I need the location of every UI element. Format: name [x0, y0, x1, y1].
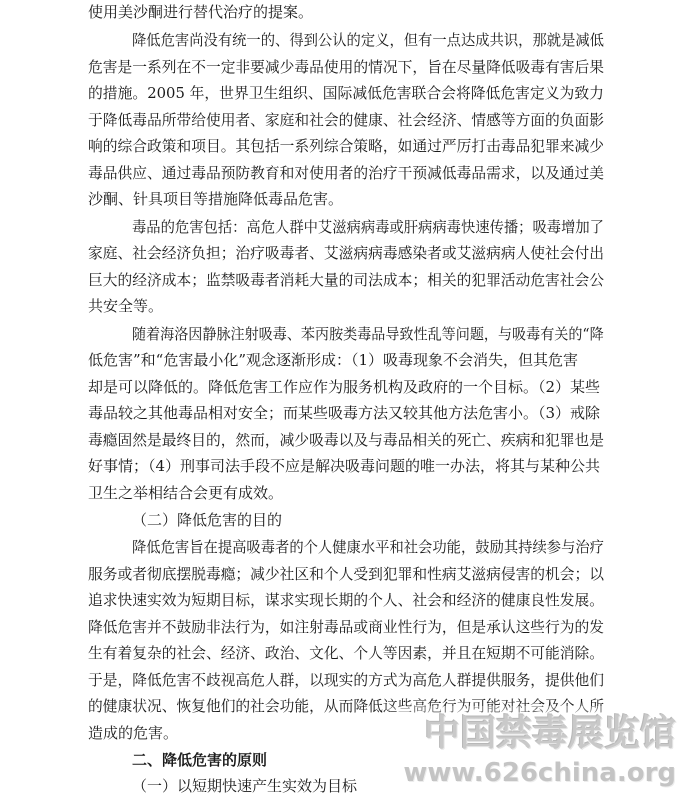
text-line: 的健康状况、恢复他们的社会功能，从而降低这些高危行为可能对社会及个人所: [88, 697, 605, 715]
text-line: 降低危害旨在提高吸毒者的个人健康水平和社会功能，鼓励其持续参与治疗: [132, 538, 604, 556]
text-line: 毒品较之其他毒品相对安全；而某些吸毒方法又较其他方法危害小。（3）戒除: [88, 404, 601, 422]
text-line: 服务或者彻底摆脱毒瘾；减少社区和个人受到犯罪和性病艾滋病侵害的机会；以: [88, 565, 605, 583]
site-watermark: [390, 706, 690, 796]
watermark-url: www.626china.org: [403, 758, 676, 788]
text-line: 毒品供应、通过毒品预防教育和对使用者的治疗干预减低毒品需求，以及通过美: [88, 164, 605, 182]
text-line: 响的综合政策和项目。其包括一系列综合策略，如通过严厉打击毒品犯罪来减少: [88, 137, 605, 155]
text-line: 毒瘾固然是最终目的，然而，减少吸毒以及与毒品相关的死亡、疾病和犯罪也是: [88, 431, 605, 449]
text-line: 共安全等。: [88, 297, 164, 315]
text-line: 于是，降低危害不歧视高危人群，以现实的方式为高危人群提供服务，提供他们: [88, 671, 605, 689]
text-line: 却是可以降低的。降低危害工作应作为服务机构及政府的一个目标。（2）某些: [88, 378, 601, 396]
text-line: 追求快速实效为短期目标，谋求实现长期的个人、社会和经济的健康良性发展。: [88, 591, 605, 609]
text-line: 随着海洛因静脉注射吸毒、苯丙胺类毒品导致性乱等问题，与吸毒有关的“降: [132, 325, 604, 343]
text-line: 卫生之举相结合会更有成效。: [88, 484, 284, 502]
text-line: 好事情；（4）刑事司法手段不应是解决吸毒问题的唯一办法，将其与某种公共: [88, 457, 601, 475]
chapter-heading: 二、降低危害的原则: [132, 751, 268, 769]
text-line: 生有着复杂的社会、经济、政治、文化、个人等因素，并且在短期不可能消除。: [88, 644, 605, 662]
text-line: 造成的危害。: [88, 724, 179, 742]
section-heading: （一）以短期快速产生实效为目标: [132, 777, 358, 795]
text-line: 家庭、社会经济负担；治疗吸毒者、艾滋病病毒感染者或艾滋病病人使社会付出: [88, 244, 605, 262]
watermark-title: 中国禁毒展览馆: [423, 713, 676, 754]
text-line: 低危害”和“危害最小化”观念逐渐形成：（1）吸毒现象不会消失，但其危害: [88, 351, 579, 369]
text-line: 危害是一系列在不一定非要减少毒品使用的情况下，旨在尽量降低吸毒有害后果: [88, 58, 605, 76]
text-line: 沙酮、针具项目等措施降低毒品危害。: [88, 190, 344, 208]
text-line: 毒品的危害包括：高危人群中艾滋病病毒或肝病病毒快速传播；吸毒增加了: [132, 218, 604, 236]
text-line: 使用美沙酮进行替代治疗的提案。: [88, 3, 314, 21]
text-line: 的措施。2005 年，世界卫生组织、国际减低危害联合会将降低危害定义为致力: [88, 84, 604, 102]
text-line: 降低危害并不鼓励非法行为，如注射毒品或商业性行为，但是承认这些行为的发: [88, 618, 605, 636]
section-heading: （二）降低危害的目的: [132, 511, 283, 529]
text-line: 巨大的经济成本；监禁吸毒者消耗大量的司法成本；相关的犯罪活动危害社会公: [88, 271, 605, 289]
text-line: 于降低毒品所带给使用者、家庭和社会的健康、社会经济、情感等方面的负面影: [88, 111, 605, 129]
text-line: 降低危害尚没有统一的、得到公认的定义，但有一点达成共识，那就是减低: [132, 31, 604, 49]
